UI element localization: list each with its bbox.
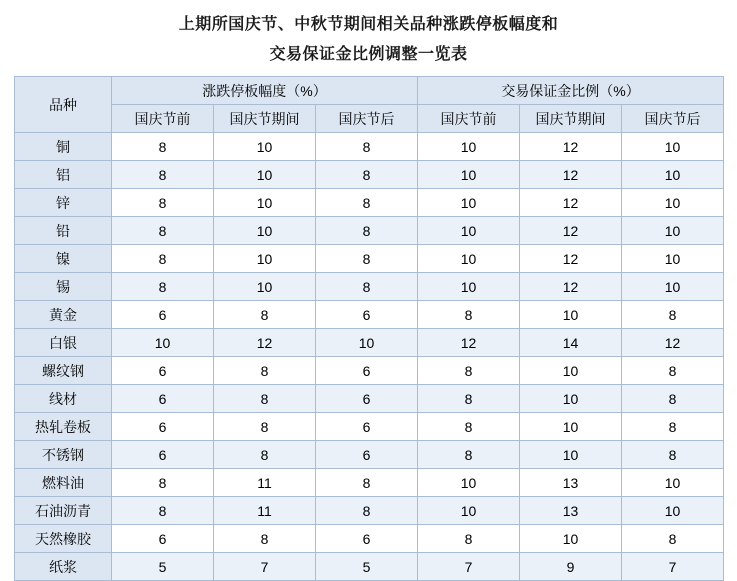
cell-margin-after: 10 xyxy=(622,189,724,217)
table-row xyxy=(15,329,724,357)
row-label: 纸浆 xyxy=(15,553,112,581)
cell-limit-during: 11 xyxy=(214,497,316,525)
cell-limit-during: 12 xyxy=(214,329,316,357)
cell-margin-during: 10 xyxy=(520,525,622,553)
adjustment-table xyxy=(14,76,724,581)
cell-limit-after: 8 xyxy=(316,189,418,217)
cell-margin-before: 8 xyxy=(418,301,520,329)
cell-margin-after: 10 xyxy=(622,161,724,189)
cell-limit-before: 8 xyxy=(112,497,214,525)
cell-margin-before: 12 xyxy=(418,329,520,357)
document-title xyxy=(0,0,737,70)
cell-margin-after: 8 xyxy=(622,301,724,329)
cell-margin-during: 14 xyxy=(520,329,622,357)
cell-margin-during: 12 xyxy=(520,161,622,189)
cell-limit-before: 6 xyxy=(112,413,214,441)
cell-limit-during: 8 xyxy=(214,301,316,329)
cell-margin-during: 12 xyxy=(520,133,622,161)
cell-margin-before: 10 xyxy=(418,161,520,189)
cell-limit-before: 6 xyxy=(112,357,214,385)
title-line-1: 上期所国庆节、中秋节期间相关品种涨跌停板幅度和 xyxy=(178,16,559,33)
row-label: 热轧卷板 xyxy=(15,413,112,441)
row-label: 锌 xyxy=(15,189,112,217)
header-group-margin: 交易保证金比例（%） xyxy=(418,77,724,105)
cell-limit-during: 8 xyxy=(214,385,316,413)
row-label: 天然橡胶 xyxy=(15,525,112,553)
cell-limit-during: 10 xyxy=(214,161,316,189)
row-label: 燃料油 xyxy=(15,469,112,497)
row-label: 镍 xyxy=(15,245,112,273)
header-margin-before: 国庆节前 xyxy=(418,105,520,133)
cell-margin-after: 7 xyxy=(622,553,724,581)
cell-limit-after: 10 xyxy=(316,329,418,357)
row-label: 不锈钢 xyxy=(15,441,112,469)
cell-margin-after: 8 xyxy=(622,441,724,469)
cell-margin-before: 10 xyxy=(418,217,520,245)
table-row xyxy=(15,217,724,245)
cell-margin-during: 12 xyxy=(520,217,622,245)
header-margin-during: 国庆节期间 xyxy=(520,105,622,133)
header-variety: 品种 xyxy=(15,77,112,133)
row-label: 黄金 xyxy=(15,301,112,329)
cell-margin-during: 10 xyxy=(520,301,622,329)
cell-limit-during: 8 xyxy=(214,413,316,441)
cell-margin-during: 12 xyxy=(520,273,622,301)
cell-margin-after: 8 xyxy=(622,525,724,553)
cell-margin-before: 7 xyxy=(418,553,520,581)
cell-limit-before: 8 xyxy=(112,245,214,273)
table-container xyxy=(0,70,737,581)
cell-limit-after: 8 xyxy=(316,273,418,301)
cell-margin-after: 8 xyxy=(622,413,724,441)
cell-limit-after: 6 xyxy=(316,413,418,441)
cell-limit-after: 6 xyxy=(316,301,418,329)
table-header-row-subs xyxy=(15,105,724,133)
row-label: 螺纹钢 xyxy=(15,357,112,385)
cell-limit-during: 8 xyxy=(214,357,316,385)
cell-limit-after: 8 xyxy=(316,133,418,161)
cell-margin-during: 10 xyxy=(520,441,622,469)
table-row xyxy=(15,553,724,581)
cell-limit-before: 6 xyxy=(112,441,214,469)
header-margin-after: 国庆节后 xyxy=(622,105,724,133)
table-row xyxy=(15,189,724,217)
table-head xyxy=(15,77,724,133)
title-line-2: 交易保证金比例调整一览表 xyxy=(269,46,468,63)
header-limit-during: 国庆节期间 xyxy=(214,105,316,133)
cell-limit-during: 10 xyxy=(214,273,316,301)
cell-margin-before: 10 xyxy=(418,189,520,217)
cell-margin-before: 8 xyxy=(418,441,520,469)
row-label: 白银 xyxy=(15,329,112,357)
table-row xyxy=(15,245,724,273)
row-label: 线材 xyxy=(15,385,112,413)
cell-margin-before: 8 xyxy=(418,413,520,441)
cell-margin-during: 12 xyxy=(520,245,622,273)
table-row xyxy=(15,273,724,301)
cell-margin-after: 8 xyxy=(622,357,724,385)
cell-margin-after: 10 xyxy=(622,217,724,245)
cell-limit-after: 5 xyxy=(316,553,418,581)
row-label: 铝 xyxy=(15,161,112,189)
cell-margin-during: 12 xyxy=(520,189,622,217)
cell-limit-before: 5 xyxy=(112,553,214,581)
table-row xyxy=(15,525,724,553)
cell-limit-during: 7 xyxy=(214,553,316,581)
cell-limit-after: 8 xyxy=(316,497,418,525)
cell-margin-during: 13 xyxy=(520,469,622,497)
cell-limit-before: 8 xyxy=(112,133,214,161)
header-limit-before: 国庆节前 xyxy=(112,105,214,133)
row-label: 石油沥青 xyxy=(15,497,112,525)
cell-margin-during: 10 xyxy=(520,385,622,413)
cell-margin-before: 8 xyxy=(418,357,520,385)
table-row xyxy=(15,497,724,525)
cell-margin-after: 8 xyxy=(622,385,724,413)
table-header-row-groups xyxy=(15,77,724,105)
cell-limit-before: 8 xyxy=(112,161,214,189)
cell-limit-after: 6 xyxy=(316,525,418,553)
cell-margin-before: 10 xyxy=(418,469,520,497)
header-limit-after: 国庆节后 xyxy=(316,105,418,133)
cell-margin-during: 9 xyxy=(520,553,622,581)
cell-limit-after: 8 xyxy=(316,245,418,273)
cell-margin-during: 13 xyxy=(520,497,622,525)
cell-limit-during: 8 xyxy=(214,525,316,553)
cell-limit-before: 10 xyxy=(112,329,214,357)
cell-margin-before: 10 xyxy=(418,497,520,525)
table-row xyxy=(15,441,724,469)
table-row xyxy=(15,161,724,189)
cell-margin-after: 10 xyxy=(622,273,724,301)
table-row xyxy=(15,133,724,161)
table-body xyxy=(15,133,724,581)
cell-limit-during: 8 xyxy=(214,441,316,469)
cell-limit-during: 10 xyxy=(214,133,316,161)
cell-margin-before: 10 xyxy=(418,245,520,273)
cell-limit-before: 6 xyxy=(112,525,214,553)
cell-limit-before: 8 xyxy=(112,189,214,217)
cell-margin-after: 10 xyxy=(622,469,724,497)
cell-margin-during: 10 xyxy=(520,357,622,385)
cell-margin-after: 10 xyxy=(622,245,724,273)
cell-margin-before: 8 xyxy=(418,385,520,413)
table-row xyxy=(15,357,724,385)
cell-margin-during: 10 xyxy=(520,413,622,441)
table-row xyxy=(15,385,724,413)
cell-limit-after: 8 xyxy=(316,161,418,189)
cell-limit-during: 10 xyxy=(214,217,316,245)
table-row xyxy=(15,413,724,441)
cell-limit-before: 6 xyxy=(112,385,214,413)
header-group-limit: 涨跌停板幅度（%） xyxy=(112,77,418,105)
table-row xyxy=(15,469,724,497)
table-row xyxy=(15,301,724,329)
cell-limit-during: 10 xyxy=(214,245,316,273)
row-label: 铅 xyxy=(15,217,112,245)
cell-margin-after: 10 xyxy=(622,133,724,161)
cell-margin-after: 10 xyxy=(622,497,724,525)
row-label: 锡 xyxy=(15,273,112,301)
cell-limit-after: 6 xyxy=(316,441,418,469)
cell-limit-after: 8 xyxy=(316,469,418,497)
cell-limit-after: 6 xyxy=(316,385,418,413)
cell-margin-before: 8 xyxy=(418,525,520,553)
cell-limit-after: 8 xyxy=(316,217,418,245)
cell-margin-before: 10 xyxy=(418,273,520,301)
cell-limit-before: 8 xyxy=(112,273,214,301)
cell-limit-before: 6 xyxy=(112,301,214,329)
cell-limit-before: 8 xyxy=(112,217,214,245)
row-label: 铜 xyxy=(15,133,112,161)
cell-margin-after: 12 xyxy=(622,329,724,357)
cell-limit-during: 10 xyxy=(214,189,316,217)
cell-margin-before: 10 xyxy=(418,133,520,161)
cell-limit-after: 6 xyxy=(316,357,418,385)
cell-limit-during: 11 xyxy=(214,469,316,497)
cell-limit-before: 8 xyxy=(112,469,214,497)
